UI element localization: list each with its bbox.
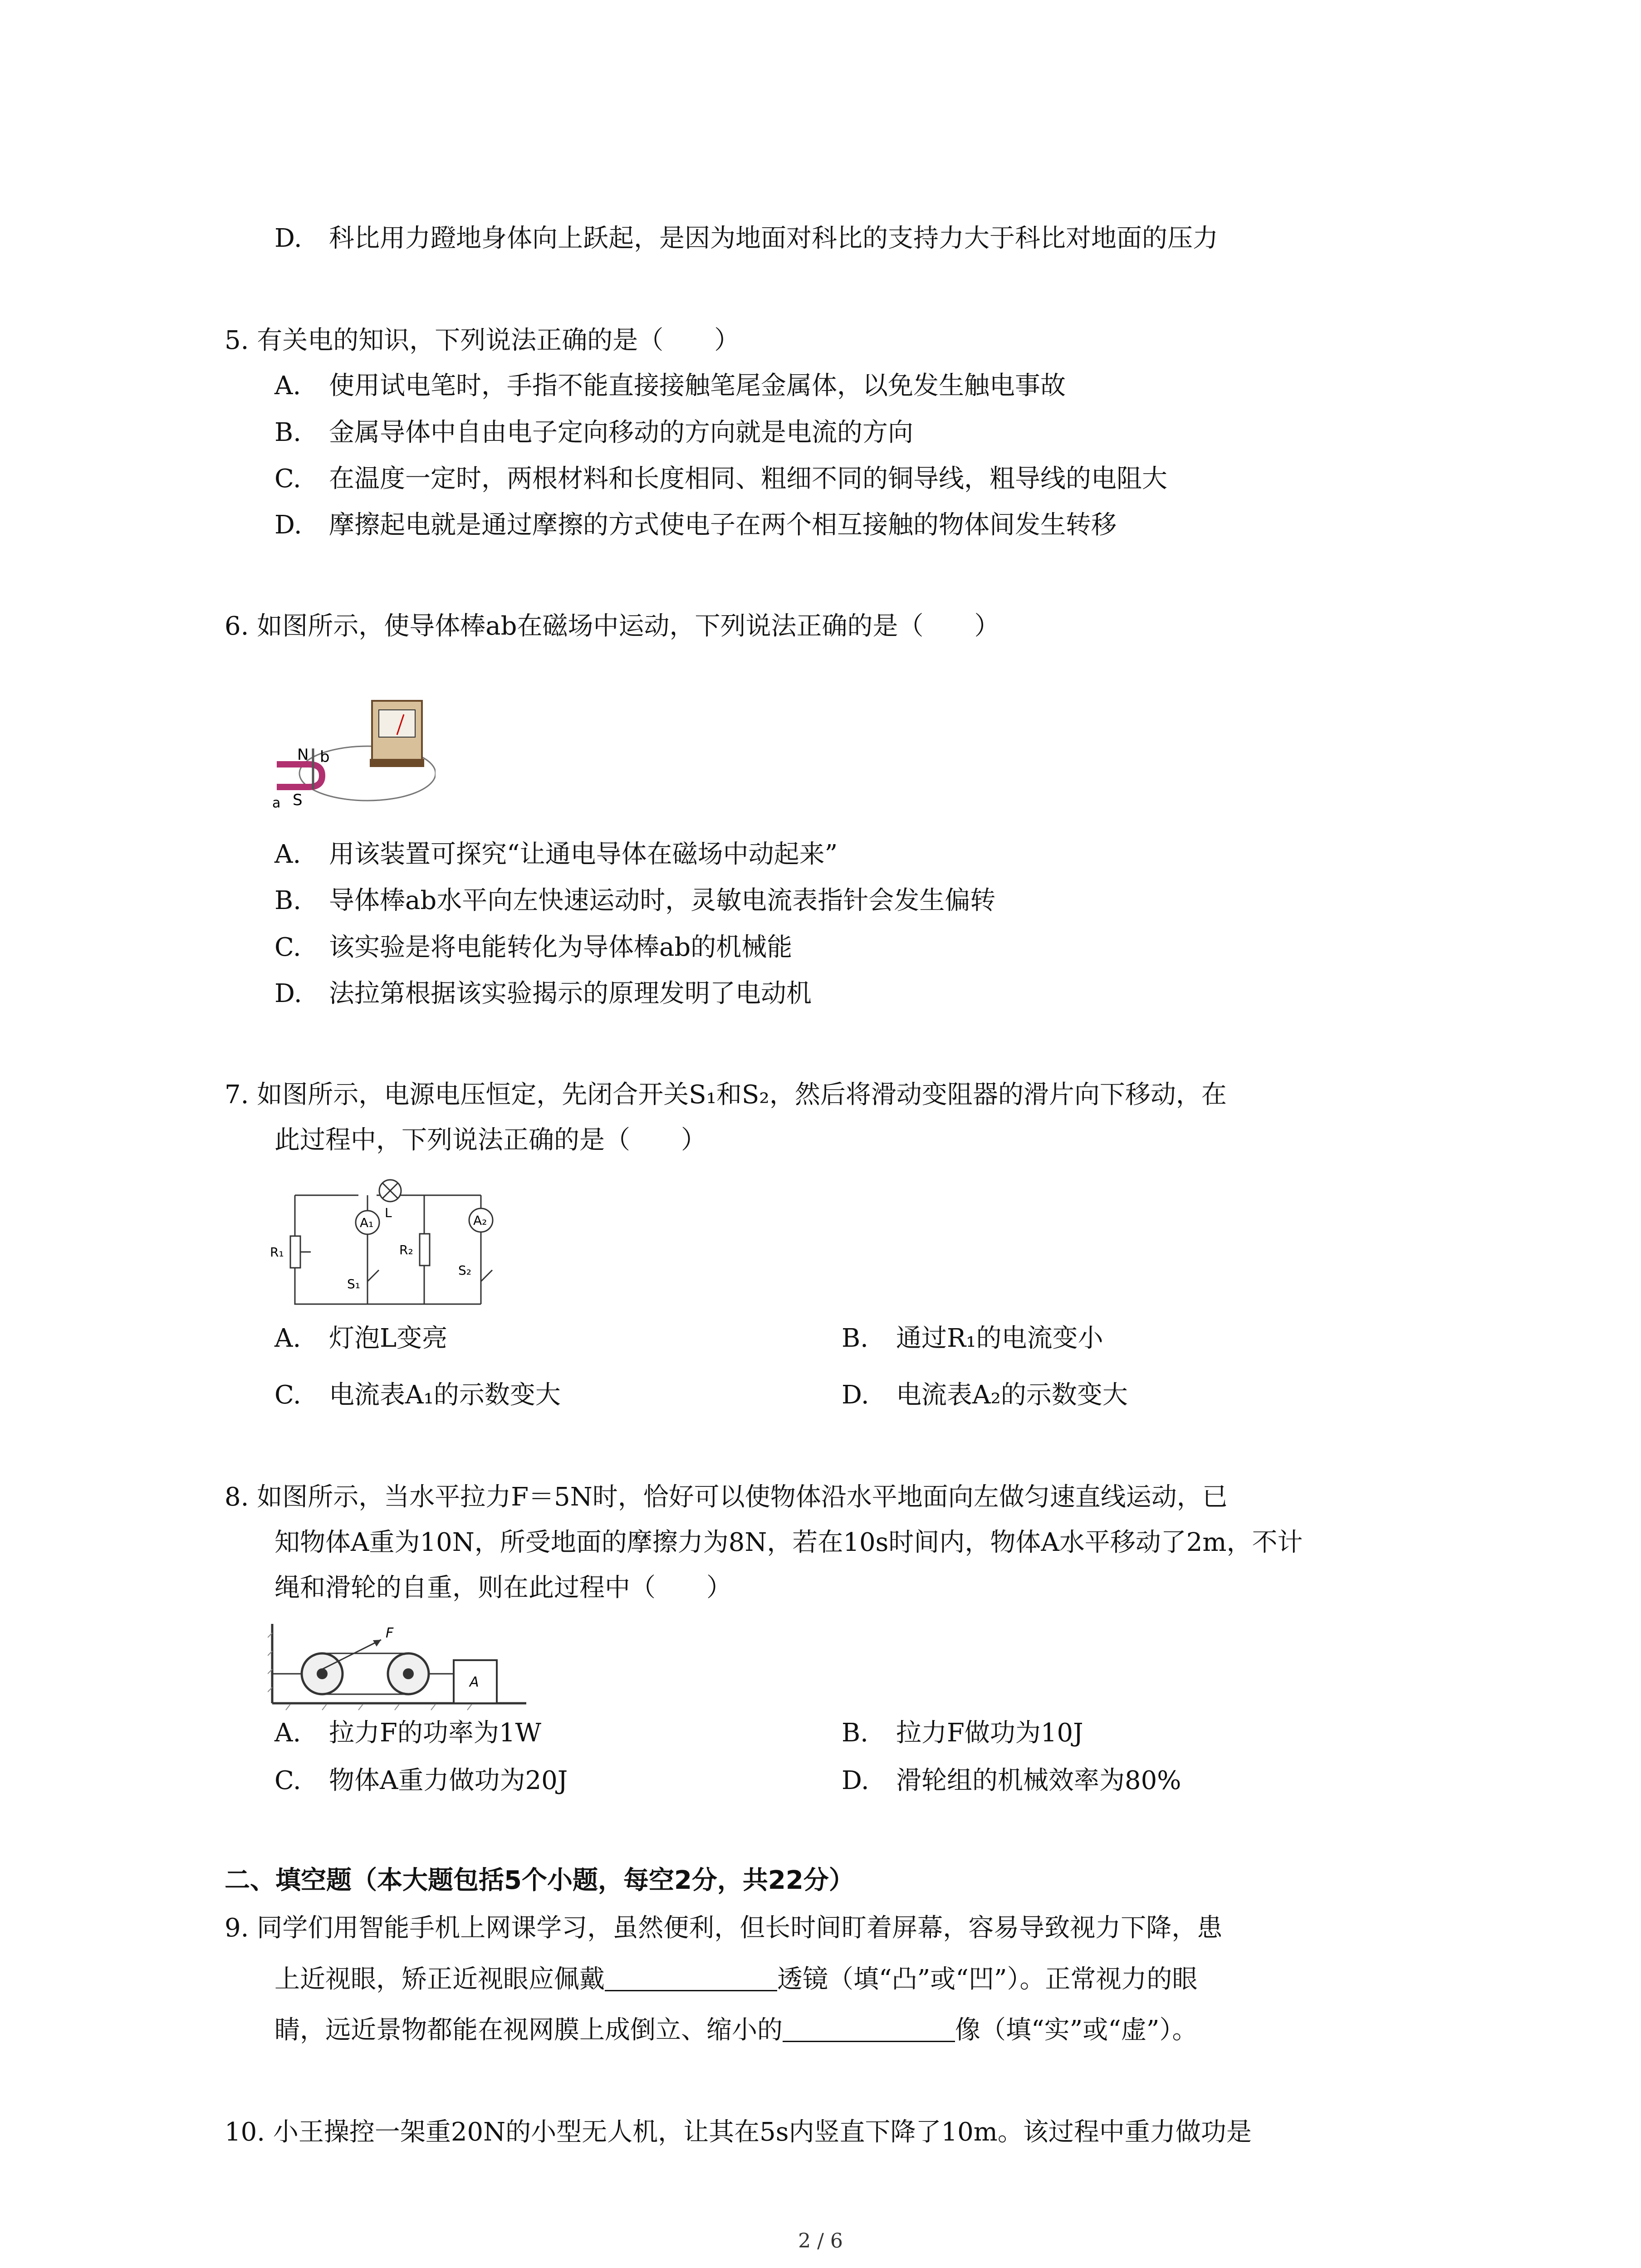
q9-blank-1[interactable] — [605, 1965, 777, 1991]
q9-line2 — [274, 1963, 1198, 1996]
q9-text: 透镜（填“凸”或“凹”）。正常视力的眼 — [777, 1965, 1198, 1994]
option-text: 电流表A₁的示数变大 — [329, 1380, 561, 1410]
q6-option-c — [274, 931, 792, 964]
q10-line1: 10. 小王操控一架重20N的小型无人机，让其在5s内竖直下降了10m。该过程中重力做功是 — [225, 2117, 1252, 2147]
label-f: F — [386, 1625, 394, 1641]
q5-option-a — [274, 370, 1066, 402]
switch-s1 — [367, 1270, 379, 1281]
section-2-title: 二、填空题（本大题包括5个小题，每空2分，共22分） — [225, 1866, 854, 1895]
option-text: 法拉第根据该实验揭示的原理发明了电动机 — [329, 979, 812, 1008]
q9-text: 像（填“实”或“虚”）。 — [955, 2015, 1198, 2045]
q8-option-a — [274, 1717, 541, 1750]
label-a: A — [470, 1674, 479, 1690]
q7-stem-line2: 此过程中，下列说法正确的是（ ） — [274, 1125, 706, 1155]
option-label: D. — [274, 224, 302, 253]
label-r2: R₂ — [399, 1242, 413, 1257]
page-number: 2 / 6 — [798, 2229, 843, 2253]
option-label: D. — [274, 979, 302, 1008]
lamp-l — [379, 1180, 401, 1202]
option-label: A. — [274, 1324, 301, 1353]
q5-option-b — [274, 416, 913, 449]
label-l: L — [385, 1205, 392, 1220]
option-text: 拉力F做功为10J — [896, 1718, 1083, 1748]
label-a1: A₁ — [360, 1215, 374, 1230]
option-text: 摩擦起电就是通过摩擦的方式使电子在两个相互接触的物体间发生转移 — [329, 510, 1117, 540]
q6-option-a — [274, 838, 838, 871]
q7-option-b — [842, 1322, 1103, 1355]
q7-option-d — [842, 1379, 1128, 1412]
option-text: 拉力F的功率为1W — [329, 1718, 542, 1748]
q4-option-d — [274, 222, 1218, 255]
option-text: 在温度一定时，两根材料和长度相同、粗细不同的铜导线，粗导线的电阻大 — [329, 464, 1167, 494]
option-text: 使用试电笔时，手指不能直接接触笔尾金属体，以免发生触电事故 — [329, 371, 1066, 401]
option-text: 用该装置可探究“让通电导体在磁场中动起来” — [329, 840, 838, 869]
q8-figure-pulley-system — [268, 1619, 531, 1712]
option-text: 该实验是将电能转化为导体棒ab的机械能 — [329, 933, 793, 962]
label-a2: A₂ — [473, 1213, 487, 1228]
label-s1: S₁ — [347, 1276, 360, 1291]
q6-option-d — [274, 978, 812, 1010]
q9-line3 — [274, 2014, 1198, 2047]
q9-text: 睛，远近景物都能在视网膜上成倒立、缩小的 — [274, 2015, 783, 2045]
q8-option-c — [274, 1765, 568, 1797]
q5-option-c — [274, 463, 1167, 495]
option-text: 物体A重力做功为20J — [329, 1766, 568, 1795]
option-text: 导体棒ab水平向左快速运动时，灵敏电流表指针会发生偏转 — [329, 886, 996, 915]
q6-stem: 6. 如图所示，使导体棒ab在磁场中运动，下列说法正确的是（ ） — [225, 611, 1000, 641]
option-label: A. — [274, 1718, 301, 1748]
option-label: C. — [274, 1380, 301, 1410]
q7-option-c — [274, 1379, 561, 1412]
option-text: 电流表A₂的示数变大 — [896, 1380, 1128, 1410]
option-text: 科比用力蹬地身体向上跃起，是因为地面对科比的支持力大于科比对地面的压力 — [329, 224, 1218, 253]
option-text: 滑轮组的机械效率为80% — [896, 1766, 1181, 1795]
label-s: S — [293, 791, 303, 809]
q9-text: 上近视眼，矫正近视眼应佩戴 — [274, 1965, 605, 1994]
label-r1: R₁ — [270, 1245, 284, 1260]
option-label: D. — [274, 510, 302, 540]
option-text: 灯泡L变亮 — [329, 1324, 448, 1353]
q5-stem: 5. 有关电的知识，下列说法正确的是（ ） — [225, 326, 740, 355]
q9-line1: 9. 同学们用智能手机上网课学习，虽然便利，但长时间盯着屏幕，容易导致视力下降，患 — [225, 1913, 1223, 1943]
option-label: D. — [842, 1380, 869, 1410]
option-label: B. — [274, 886, 301, 915]
q7-figure-circuit — [268, 1177, 522, 1318]
q8-stem-line2: 知物体A重为10N，所受地面的摩擦力为8N，若在10s时间内，物体A水平移动了2m，不计 — [274, 1528, 1303, 1557]
label-n: N — [297, 746, 309, 764]
q9-blank-2[interactable] — [783, 2015, 955, 2042]
option-label: C. — [274, 1766, 301, 1795]
option-label: A. — [274, 840, 301, 869]
q8-stem-line1: 8. 如图所示，当水平拉力F＝5N时，恰好可以使物体沿水平地面向左做匀速直线运动，已 — [225, 1482, 1228, 1512]
option-label: B. — [842, 1718, 868, 1748]
option-text: 金属导体中自由电子定向移动的方向就是电流的方向 — [329, 418, 913, 447]
q5-option-d — [274, 509, 1117, 542]
label-b: b — [320, 748, 330, 766]
q7-option-a — [274, 1322, 447, 1355]
q8-option-b — [842, 1717, 1083, 1750]
q8-option-d — [842, 1765, 1181, 1797]
option-label: C. — [274, 933, 301, 962]
q8-stem-line3: 绳和滑轮的自重，则在此过程中（ ） — [274, 1573, 732, 1603]
label-s2: S₂ — [458, 1263, 471, 1278]
option-label: B. — [274, 418, 301, 447]
q6-figure-electromagnetic-induction — [268, 696, 436, 819]
rheostat-r1 — [290, 1236, 300, 1268]
option-text: 通过R₁的电流变小 — [896, 1324, 1103, 1353]
q7-stem-line1: 7. 如图所示，电源电压恒定，先闭合开关S₁和S₂，然后将滑动变阻器的滑片向下移动，在 — [225, 1080, 1227, 1110]
option-label: D. — [842, 1766, 869, 1795]
switch-s2 — [481, 1270, 492, 1281]
option-label: C. — [274, 464, 301, 494]
option-label: A. — [274, 371, 301, 401]
option-label: B. — [842, 1324, 868, 1353]
resistor-r2 — [420, 1234, 430, 1266]
q6-option-b — [274, 885, 995, 917]
label-a: a — [272, 795, 281, 811]
